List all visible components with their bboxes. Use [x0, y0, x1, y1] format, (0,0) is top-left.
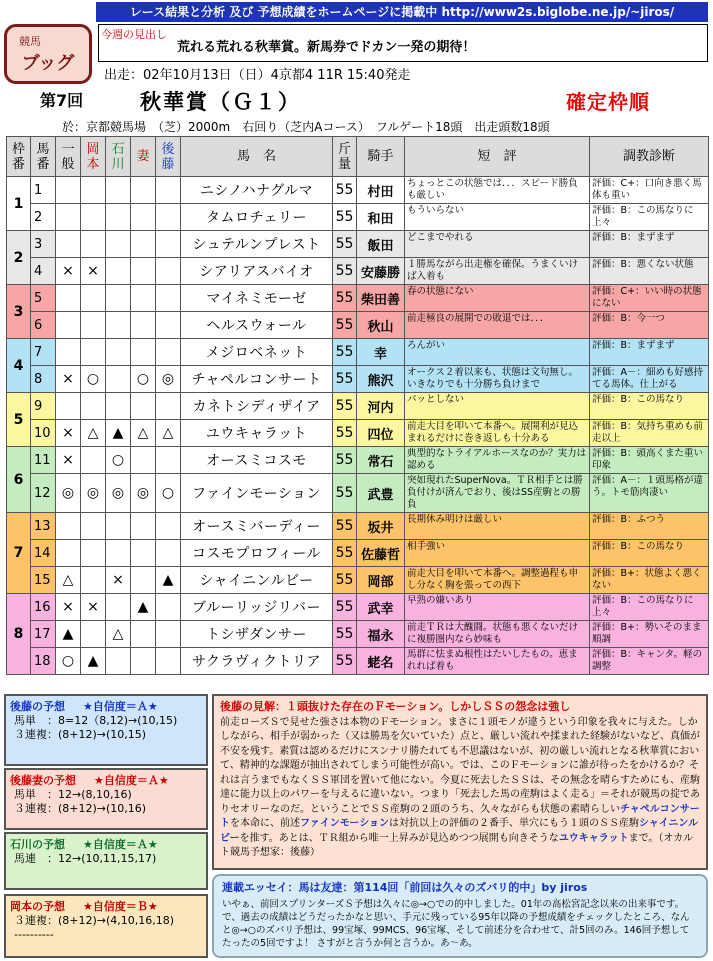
jockey-cell: 武豊 [357, 474, 405, 513]
jockey-cell: 岡部 [357, 567, 405, 594]
mark-cell: ◎ [106, 474, 131, 513]
prediction-goto [4, 694, 208, 766]
mark-cell [106, 339, 131, 366]
mark-cell [81, 339, 106, 366]
mark-cell [81, 540, 106, 567]
prediction-confidence: ★自信度＝Ｂ★ [83, 900, 158, 913]
weight-cell: 55 [333, 540, 357, 567]
prediction-title: 石川の予想 [10, 838, 65, 851]
analysis-highlight: ファインモーション [300, 818, 389, 829]
horse-name: ユウキャラット [181, 420, 333, 447]
comment-cell: 馬群に怯まぬ根性はたいしたもの。恵まれれば着も [405, 648, 590, 675]
comment-cell: ちょっとこの状態では．．．スピード勝負も厳しい [405, 177, 590, 204]
prediction-goto-wife [4, 768, 208, 830]
horse-number: 9 [31, 393, 56, 420]
analysis-body: を推す。あとは、ＴＲ組から唯一上昇みが見込めつつ展開も向きそうな [239, 832, 559, 844]
comment-cell: どこまでやれる [405, 231, 590, 258]
waku-cell: 5 [7, 393, 31, 447]
training-cell: 評価：B：気持ち重めも前走以上 [590, 420, 709, 447]
mark-cell [131, 339, 156, 366]
race-name: 秋華賞（Ｇ１） [140, 90, 301, 114]
mark-cell [56, 513, 81, 540]
mark-cell [156, 540, 181, 567]
waku-cell: 6 [7, 447, 31, 513]
mark-cell [106, 366, 131, 393]
analysis-highlight: シャイニンルビー [220, 818, 699, 844]
race-info: 出走：02年10月13日（日）4京都4 11R 15:40発走 [104, 68, 411, 83]
mark-cell: ○ [106, 447, 131, 474]
mark-cell [106, 513, 131, 540]
weight-cell: 55 [333, 420, 357, 447]
training-cell: 評価：B：まずまず [590, 339, 709, 366]
analysis-headline: １頭抜けた存在のＦモーション。しかしＳＳの怨念は強し [286, 700, 571, 713]
mark-cell [81, 177, 106, 204]
jockey-cell: 和田 [357, 204, 405, 231]
mark-cell [81, 231, 106, 258]
horse-name: トシザダンサー [181, 621, 333, 648]
horse-name: カネトシディザイア [181, 393, 333, 420]
mark-cell [131, 648, 156, 675]
mark-cell [131, 177, 156, 204]
mark-cell [131, 447, 156, 474]
mark-cell: ◎ [156, 366, 181, 393]
training-cell: 評価：B：キャンタ。軽の調整 [590, 648, 709, 675]
weight-cell: 55 [333, 474, 357, 513]
horse-number: 6 [31, 312, 56, 339]
horse-number: 7 [31, 339, 56, 366]
headline-text: 荒れる荒れる秋華賞。新馬券でドカン一発の期待！ [177, 40, 476, 55]
jockey-cell: 熊沢 [357, 366, 405, 393]
mark-cell: ◎ [81, 474, 106, 513]
mark-cell: ○ [156, 474, 181, 513]
mark-cell: × [56, 447, 81, 474]
mark-cell: △ [106, 621, 131, 648]
horse-number: 16 [31, 594, 56, 621]
training-cell: 評価：C+：いい時の状態にない [590, 285, 709, 312]
mark-cell: ◎ [56, 474, 81, 513]
weight-cell: 55 [333, 648, 357, 675]
comment-cell: 典型的なトライアルホースなのか？実力は認める [405, 447, 590, 474]
horse-number: 17 [31, 621, 56, 648]
col-ishikawa: 石川 [106, 137, 131, 177]
training-cell: 評価：B：この馬なり [590, 393, 709, 420]
horse-number: 12 [31, 474, 56, 513]
table-row [7, 177, 709, 204]
prediction-confidence: ★自信度＝Ａ★ [94, 774, 169, 787]
weight-cell: 55 [333, 447, 357, 474]
horse-name: オースミバーディー [181, 513, 333, 540]
comment-cell: 前走極良の展開での敗退では．．． [405, 312, 590, 339]
mark-cell: × [56, 420, 81, 447]
waku-cell: 2 [7, 231, 31, 285]
training-cell: 評価：B：この馬なりに上々 [590, 594, 709, 621]
mark-cell [56, 540, 81, 567]
col-okamoto: 岡本 [81, 137, 106, 177]
mark-cell [131, 258, 156, 285]
table-row [7, 621, 709, 648]
training-cell: 評価：B：今一つ [590, 312, 709, 339]
weight-cell: 55 [333, 204, 357, 231]
table-row [7, 204, 709, 231]
weight-cell: 55 [333, 258, 357, 285]
weight-cell: 55 [333, 177, 357, 204]
waku-cell: 1 [7, 177, 31, 231]
comment-cell: パッとしない [405, 393, 590, 420]
mark-cell: × [81, 258, 106, 285]
mark-cell [81, 513, 106, 540]
weight-cell: 55 [333, 312, 357, 339]
horse-number: 5 [31, 285, 56, 312]
waku-cell: 8 [7, 594, 31, 675]
weight-cell: 55 [333, 567, 357, 594]
horse-name: タムロチェリー [181, 204, 333, 231]
mark-cell [156, 177, 181, 204]
jockey-cell: 坂井 [357, 513, 405, 540]
training-cell: 評価：A－：１頭馬格が違う。トモ筋肉凄い [590, 474, 709, 513]
horse-number: 11 [31, 447, 56, 474]
mark-cell: ○ [81, 366, 106, 393]
prediction-ishikawa [4, 832, 208, 890]
mark-cell [56, 339, 81, 366]
prediction-okamoto [4, 894, 208, 958]
mark-cell [156, 285, 181, 312]
horse-number: 10 [31, 420, 56, 447]
analysis-body: は対抗以上の評価の２番手、単穴にもう１頭のＳＳ産駒 [389, 818, 639, 829]
mark-cell: ▲ [56, 621, 81, 648]
training-cell: 評価：B：頭高くまた重い印象 [590, 447, 709, 474]
table-header [7, 137, 709, 177]
mark-cell [106, 594, 131, 621]
mark-cell [81, 447, 106, 474]
jockey-cell: 飯田 [357, 231, 405, 258]
mark-cell [81, 393, 106, 420]
mark-cell [131, 312, 156, 339]
mark-cell [156, 204, 181, 231]
mark-cell [56, 231, 81, 258]
mark-cell: × [56, 594, 81, 621]
mark-cell [106, 540, 131, 567]
col-training: 調教診断 [590, 137, 709, 177]
horse-name: シアリアスバイオ [181, 258, 333, 285]
mark-cell [56, 177, 81, 204]
jockey-cell: 柴田善 [357, 285, 405, 312]
prediction-title: 後藤妻の予想 [10, 774, 76, 787]
comment-cell: 前走大目を叩いて本番へ。展開利が見込まれるだけに巻き返しも十分ある [405, 420, 590, 447]
training-cell: 評価：B：この馬なり [590, 540, 709, 567]
jockey-cell: 安藤勝 [357, 258, 405, 285]
col-kinryo: 斤量 [333, 137, 357, 177]
table-row [7, 474, 709, 513]
mark-cell [131, 540, 156, 567]
mark-cell [131, 204, 156, 231]
training-cell: 評価：B：この馬なりに上々 [590, 204, 709, 231]
comment-cell: 長期休み明けは厳しい [405, 513, 590, 540]
mark-cell [131, 285, 156, 312]
mark-cell [56, 285, 81, 312]
comment-cell: 早熟の嫌いあり [405, 594, 590, 621]
waku-cell: 3 [7, 285, 31, 339]
table-row [7, 339, 709, 366]
table-row [7, 540, 709, 567]
jockey-cell: 河内 [357, 393, 405, 420]
prediction-line: 馬単 ：12→(8,10,16) [14, 788, 132, 801]
analysis-body: を本命に、前述 [230, 818, 300, 829]
race-status: 確定枠順 [566, 90, 650, 114]
horse-name: ニシノハナグルマ [181, 177, 333, 204]
mark-cell [156, 513, 181, 540]
site-banner: レース結果と分析 及び 予想成績をホームページに掲載中 http://www2s.biglobe.ne.jp/~jiros/ [96, 2, 708, 22]
comment-cell: 相手強い [405, 540, 590, 567]
comment-cell: 前走ＴＲは大醜闘。状態も悪くないだけに複勝圏内なら妙味も [405, 621, 590, 648]
training-cell: 評価：C+：口向き悪く馬体も重い [590, 177, 709, 204]
essay-body: いやぁ、前回スプリンターズＳ予想は久々に◎→○での的中しました。01年の高松宮記念以来の出来事です。で、過去の成績はどうだったかなと思い、手元に残っている95年以降の予想成績をチェックしたところ、なんと◎→○のズバリ予想は、99宝塚、99MCS、96宝塚、そして前述分を合わせて、計5回のみ。146回予想してたったの5回ですよ！ さすがと言うか何と言うか。あ～あ。 [222, 899, 690, 949]
training-cell: 評価：B：悪くない状態 [590, 258, 709, 285]
prediction-line: ---------- [14, 928, 54, 941]
waku-cell: 7 [7, 513, 31, 594]
analysis-highlight: チャペルコンサート [220, 803, 700, 829]
weight-cell: 55 [333, 285, 357, 312]
training-cell: 評価：B+：状態よく悪くない [590, 567, 709, 594]
analysis-heading: 後藤の見解： [220, 700, 286, 713]
prediction-line: ３連複：(8+12)→(4,10,16,18) [14, 914, 175, 927]
mark-cell [106, 285, 131, 312]
logo-line2: ブッグ [21, 53, 75, 74]
prediction-line: ３連複：(8+12)→(10,15) [14, 728, 147, 741]
mark-cell [156, 393, 181, 420]
training-cell: 評価：B：まずまず [590, 231, 709, 258]
table-row [7, 312, 709, 339]
mark-cell: × [56, 258, 81, 285]
horse-name: メジロベネット [181, 339, 333, 366]
jockey-cell: 幸 [357, 339, 405, 366]
weight-cell: 55 [333, 231, 357, 258]
table-row [7, 648, 709, 675]
col-name: 馬 名 [181, 137, 333, 177]
mark-cell [106, 393, 131, 420]
horse-name: ブルーリッジリバー [181, 594, 333, 621]
comment-cell: 春の状態にない [405, 285, 590, 312]
mark-cell: △ [81, 420, 106, 447]
weekly-headline [98, 24, 708, 62]
training-cell: 評価：A－：細めも好感持てる馬体。仕上がる [590, 366, 709, 393]
mark-cell: × [56, 366, 81, 393]
horse-name: シュテルンプレスト [181, 231, 333, 258]
mark-cell [56, 204, 81, 231]
analysis-box [212, 694, 708, 870]
horse-name: マイネミモーゼ [181, 285, 333, 312]
comment-cell: 突如現れたSuperNova。ＴＲ相手とは勝負付けが済んでおり、後はSS産駒との勝負 [405, 474, 590, 513]
mark-cell: ▲ [81, 648, 106, 675]
mark-cell [156, 312, 181, 339]
mark-cell [131, 393, 156, 420]
weight-cell: 55 [333, 366, 357, 393]
mark-cell [156, 594, 181, 621]
horse-number: 2 [31, 204, 56, 231]
mark-cell [81, 312, 106, 339]
horse-name: オースミコスモ [181, 447, 333, 474]
essay-box [212, 874, 708, 958]
weight-cell: 55 [333, 513, 357, 540]
col-ippan: 一般 [56, 137, 81, 177]
mark-cell [56, 312, 81, 339]
mark-cell: ▲ [131, 594, 156, 621]
training-cell: 評価：B：ふつう [590, 513, 709, 540]
prediction-confidence: ★自信度＝Ａ★ [83, 700, 158, 713]
mark-cell [156, 339, 181, 366]
prediction-line: ３連複：(8+12)→(10,16) [14, 802, 147, 815]
comment-cell: オークス２着以来も、状態は文句無し。いきなりでも十分勝ち負けまで [405, 366, 590, 393]
mark-cell [156, 258, 181, 285]
mark-cell [131, 231, 156, 258]
horse-name: サクラヴィクトリア [181, 648, 333, 675]
weight-cell: 55 [333, 621, 357, 648]
mark-cell [106, 204, 131, 231]
jockey-cell: 佐藤哲 [357, 540, 405, 567]
analysis-body: 前走ローズＳで見せた強さは本物のＦモーション。まさに１頭モノが違うという印象を我々に与えた。しかしながら、相手が弱かった（又は勝馬を欠いていた）点と、厳しい流れや揉まれた経験がないなど、真価が不安を残す。素質は認めるだけにスンナリ勝たれても不思議はないが、初の厳しい流れとなる秋華賞において、精神的な課題が抽出されてしまう可能性が高い。では、このＦモーションに誰が待ったをかけるか？それは言うまでもなくＳＳ軍団を置いて他にない。今夏に死去したＳＳは、その無念を晴らすためにも、産駒達に能力以上のパワーを与えるに違いない。つまり「死去した馬の産駒はよく走る」＝それが競馬の掟でありセオリーなのだ。ということでＳＳ産駒の２頭のうち、久々ながらも状態の素晴らしい [220, 716, 700, 815]
mark-cell: △ [131, 420, 156, 447]
horse-name: チャペルコンサート [181, 366, 333, 393]
weight-cell: 55 [333, 393, 357, 420]
horse-number: 3 [31, 231, 56, 258]
mark-cell [81, 621, 106, 648]
horse-number: 14 [31, 540, 56, 567]
mark-cell [156, 231, 181, 258]
mark-cell: ▲ [106, 420, 131, 447]
col-waku: 枠番 [7, 137, 31, 177]
mark-cell [81, 285, 106, 312]
mark-cell: ◎ [131, 474, 156, 513]
comment-cell: 前走大目を叩いて本番へ。調整過程も申し分なく胸を張っての西下 [405, 567, 590, 594]
mark-cell [131, 621, 156, 648]
table-row [7, 447, 709, 474]
mark-cell [156, 648, 181, 675]
col-uma: 馬番 [31, 137, 56, 177]
horse-name: シャイニンルビー [181, 567, 333, 594]
mark-cell [56, 393, 81, 420]
entries-table [6, 136, 709, 675]
race-number: 第7回 [40, 91, 84, 110]
course-info: 於：京都競馬場 （芝）2000m 右回り（芝内Aコース） フルゲート18頭 出走頭数18頭 [62, 120, 550, 134]
table-row [7, 258, 709, 285]
table-row [7, 513, 709, 540]
mark-cell: × [81, 594, 106, 621]
jockey-cell: 蛯名 [357, 648, 405, 675]
mark-cell: △ [56, 567, 81, 594]
table-row [7, 420, 709, 447]
prediction-confidence: ★自信度＝Ａ★ [83, 838, 158, 851]
col-tsuma: 妻 [131, 137, 156, 177]
mark-cell [106, 258, 131, 285]
mark-cell: △ [156, 420, 181, 447]
logo [4, 24, 92, 84]
table-row [7, 231, 709, 258]
table-row [7, 366, 709, 393]
mark-cell: ○ [56, 648, 81, 675]
waku-cell: 4 [7, 339, 31, 393]
weight-cell: 55 [333, 594, 357, 621]
comment-cell: ろんがい [405, 339, 590, 366]
horse-name: ファインモーション [181, 474, 333, 513]
mark-cell [131, 513, 156, 540]
col-goto: 後藤 [156, 137, 181, 177]
mark-cell [131, 567, 156, 594]
jockey-cell: 武幸 [357, 594, 405, 621]
col-comment: 短 評 [405, 137, 590, 177]
horse-number: 13 [31, 513, 56, 540]
mark-cell [81, 204, 106, 231]
essay-title: 連載エッセイ：馬は友達：第114回「前回は久々のズバリ的中」by jiros [222, 881, 588, 894]
mark-cell: ○ [131, 366, 156, 393]
comment-cell: １勝馬ながら出走権を確保。うまくいけば入着も [405, 258, 590, 285]
mark-cell: ▲ [156, 567, 181, 594]
analysis-highlight: ユウキャラット [558, 832, 629, 844]
horse-number: 4 [31, 258, 56, 285]
jockey-cell: 福永 [357, 621, 405, 648]
horse-name: ヘルスウォール [181, 312, 333, 339]
jockey-cell: 常石 [357, 447, 405, 474]
jockey-cell: 四位 [357, 420, 405, 447]
jockey-cell: 村田 [357, 177, 405, 204]
prediction-line: 馬連 ：12→(10,11,15,17) [14, 852, 157, 865]
jockey-cell: 秋山 [357, 312, 405, 339]
comment-cell: もういらない [405, 204, 590, 231]
training-cell: 評価：B+：勢いそのまま順調 [590, 621, 709, 648]
horse-number: 1 [31, 177, 56, 204]
prediction-title: 岡本の予想 [10, 900, 65, 913]
horse-number: 18 [31, 648, 56, 675]
weight-cell: 55 [333, 339, 357, 366]
table-row [7, 567, 709, 594]
prediction-line: 馬単 ：8=12（8,12)→(10,15) [14, 714, 178, 727]
prediction-title: 後藤の予想 [10, 700, 65, 713]
mark-cell [156, 447, 181, 474]
mark-cell: × [106, 567, 131, 594]
table-row [7, 594, 709, 621]
logo-line1: 競馬 [19, 35, 41, 48]
table-row [7, 393, 709, 420]
horse-number: 15 [31, 567, 56, 594]
headline-tag: 今週の見出し [101, 28, 167, 41]
table-row [7, 285, 709, 312]
mark-cell [106, 312, 131, 339]
mark-cell [106, 231, 131, 258]
analysis-body: まで。（オカルト競馬予想家：後藤） [220, 832, 694, 858]
mark-cell [81, 567, 106, 594]
horse-name: コスモプロフィール [181, 540, 333, 567]
col-jockey: 騎手 [357, 137, 405, 177]
mark-cell [156, 621, 181, 648]
mark-cell [106, 648, 131, 675]
horse-number: 8 [31, 366, 56, 393]
mark-cell [106, 177, 131, 204]
